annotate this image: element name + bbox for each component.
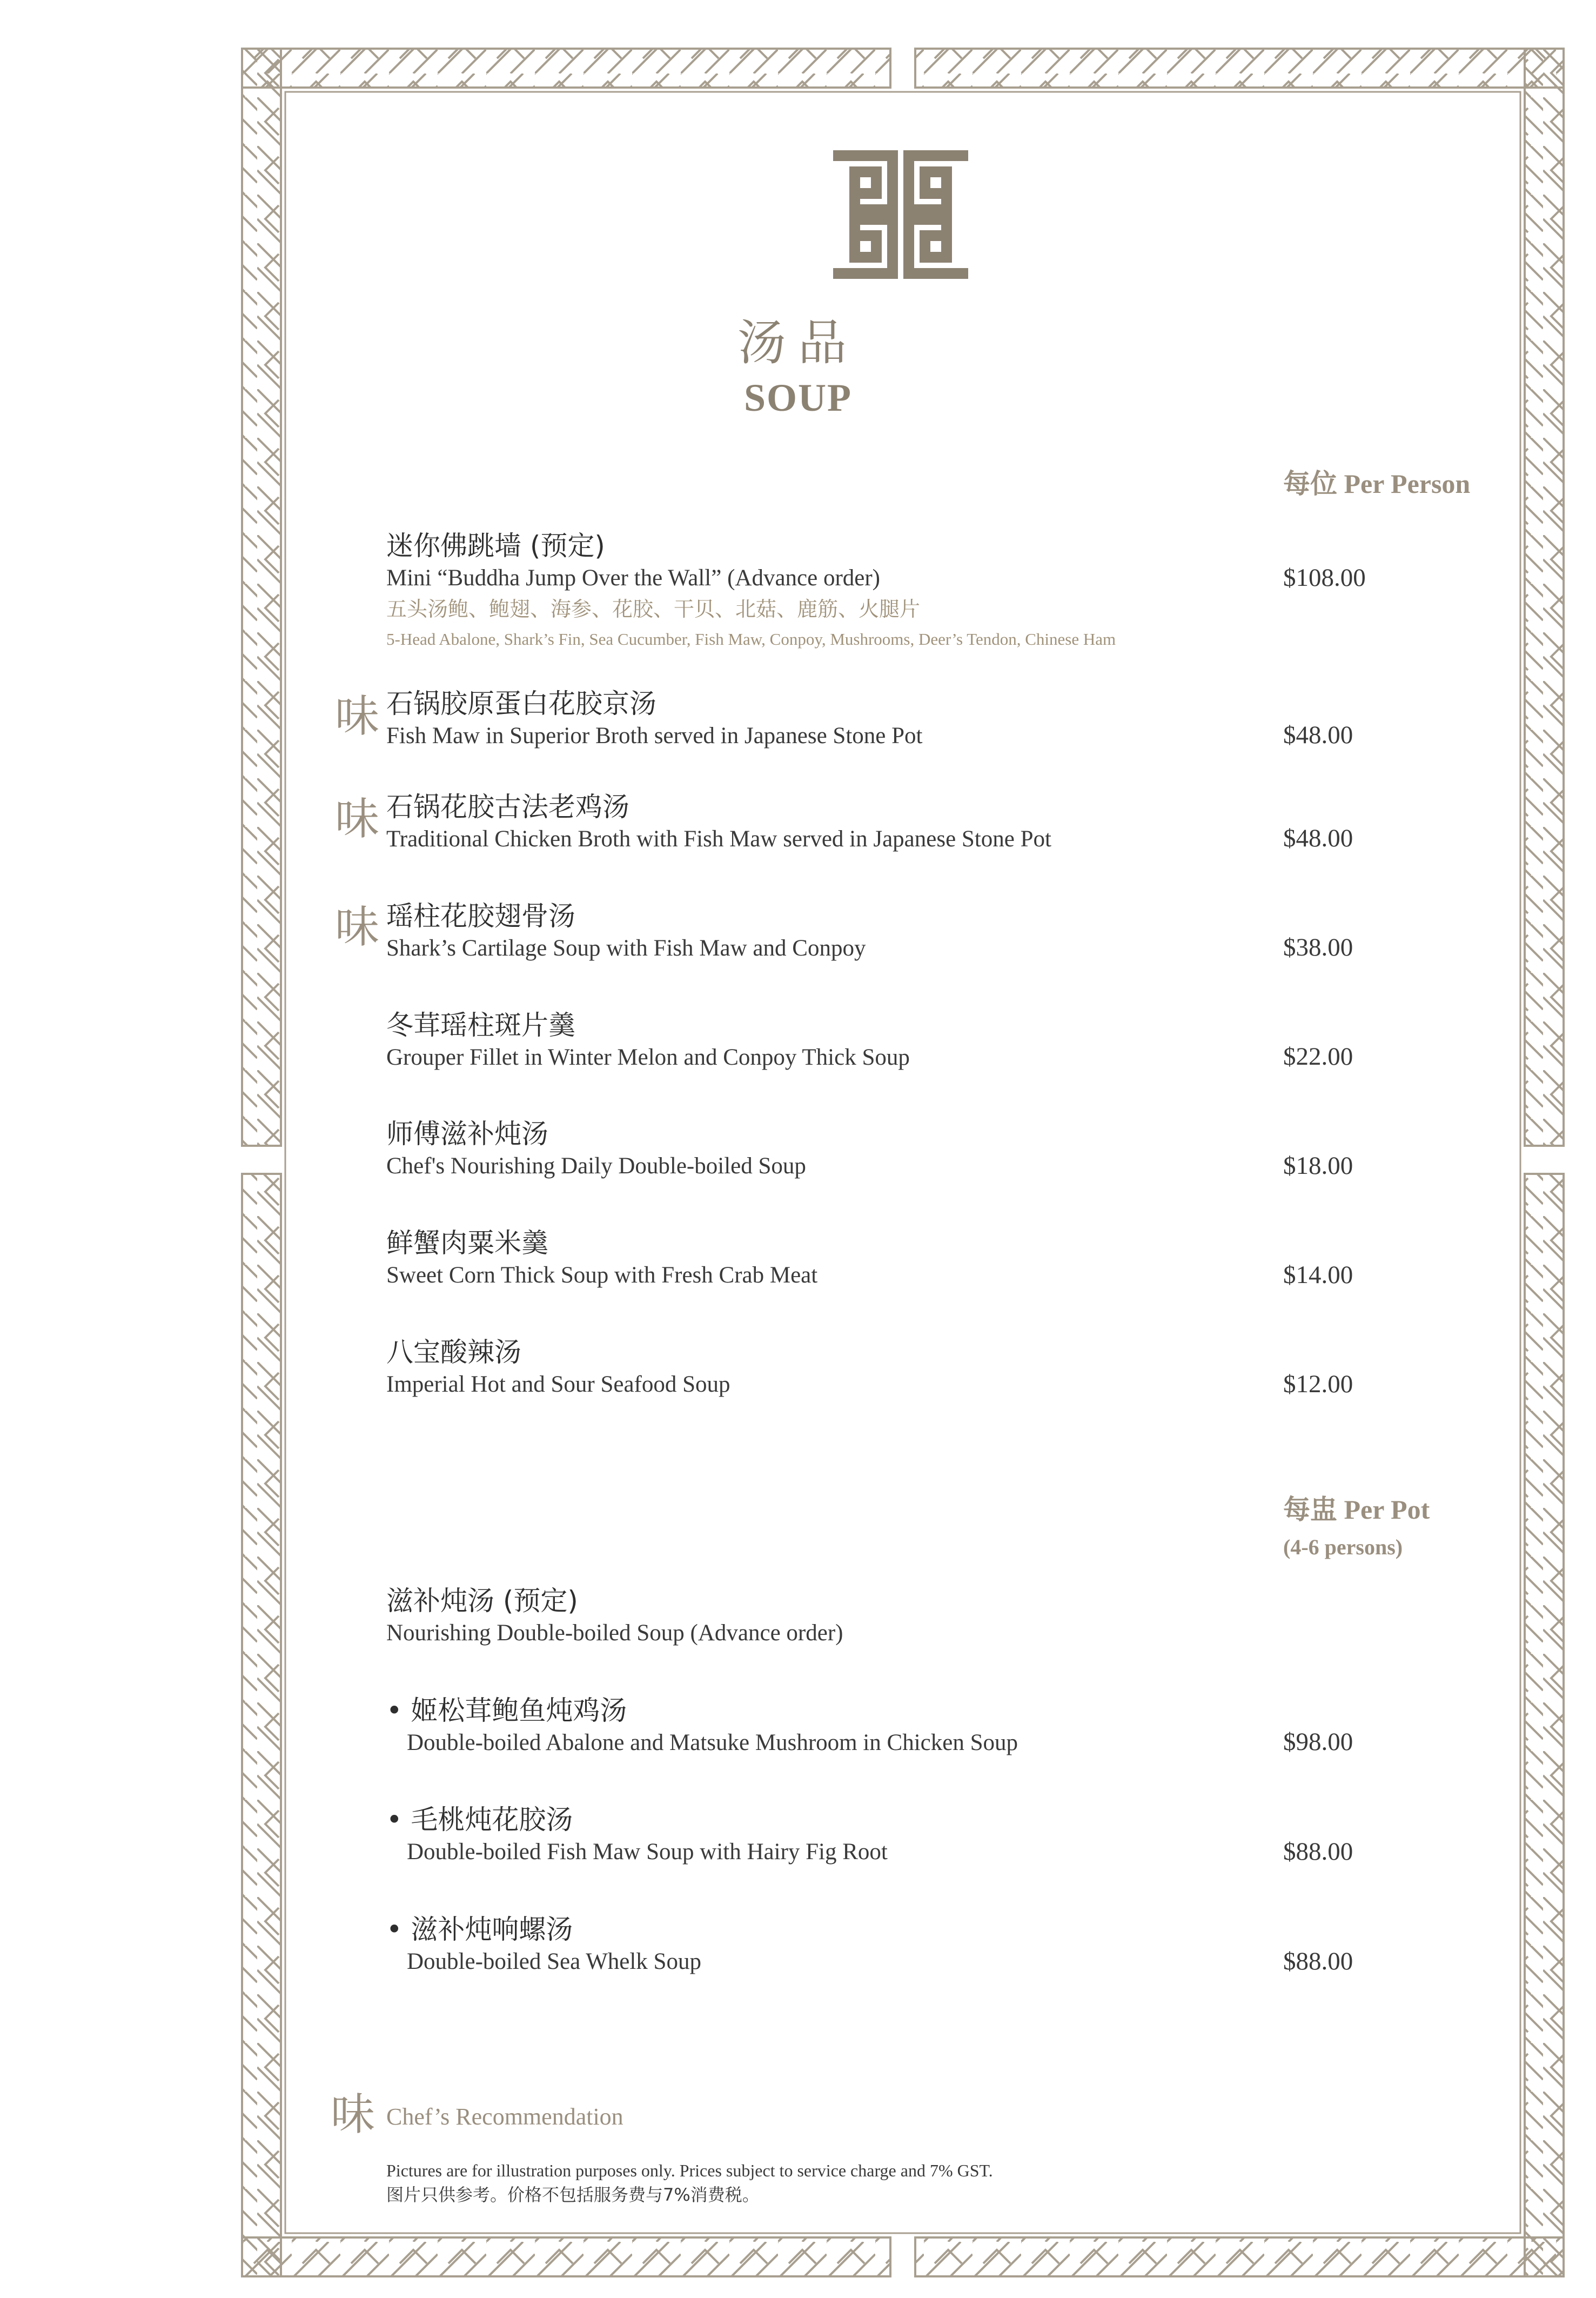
menu-item-name-en: Imperial Hot and Sour Seafood Soup	[386, 1372, 730, 1397]
menu-item-name-cn	[386, 1916, 573, 1943]
menu-item-price: $38.00	[1283, 933, 1353, 961]
menu-item-name-en: Mini “Buddha Jump Over the Wall” (Advance order)	[386, 565, 881, 591]
menu-item-ingredients-en: 5-Head Abalone, Shark’s Fin, Sea Cucumber, Fish Maw, Conpoy, Mushrooms, Deer’s Tendon, Chinese Ham	[386, 630, 1116, 649]
menu-item-name-en: Fish Maw in Superior Broth served in Japanese Stone Pot	[386, 723, 923, 749]
menu-item-name-cn: 迷你佛跳墙 (预定)	[386, 530, 605, 562]
chinese-fret-knot-icon	[833, 150, 968, 279]
menu-item-price: $48.00	[1283, 824, 1353, 852]
per-person-header-en: Per Person	[1344, 469, 1471, 499]
disclaimer-cn: 图片只供参考。价格不包括服务费与7%消费税。	[386, 2185, 760, 2205]
menu-item-name-cn-text: 毛桃炖花胶汤	[411, 1804, 573, 1835]
per-pot-header	[1283, 1496, 1430, 1523]
menu-item-name-cn: 冬茸瑶柱斑片羹	[386, 1010, 575, 1041]
menu-item-name-cn: 鲜蟹肉粟米羹	[386, 1227, 548, 1259]
menu-item-name-cn	[386, 1806, 573, 1833]
bullet: •	[386, 1804, 403, 1835]
chef-recommendation-icon: 味	[335, 901, 380, 953]
menu-item-name-en: Traditional Chicken Broth with Fish Maw served in Japanese Stone Pot	[386, 826, 1051, 852]
menu-item-name-en: Double-boiled Fish Maw Soup with Hairy Fig Root	[407, 1839, 888, 1865]
menu-item-price: $14.00	[1283, 1261, 1353, 1289]
menu-item-name-cn: 石锅胶原蛋白花胶京汤	[386, 688, 656, 719]
menu-group-name-en: Nourishing Double-boiled Soup (Advance order)	[386, 1620, 843, 1646]
menu-item-price: $98.00	[1283, 1728, 1353, 1756]
chef-recommendation-icon: 味	[331, 2089, 375, 2140]
menu-item-name-en: Shark’s Cartilage Soup with Fish Maw and Conpoy	[386, 936, 866, 961]
per-pot-header-cn: 每盅	[1283, 1494, 1337, 1525]
per-person-header-cn: 每位	[1283, 468, 1337, 499]
per-pot-header-en: Per Pot	[1344, 1494, 1430, 1525]
disclaimer-en: Pictures are for illustration purposes only. Prices subject to service charge and 7% GST.	[386, 2161, 993, 2180]
bullet: •	[386, 1914, 403, 1945]
menu-item-name-en: Grouper Fillet in Winter Melon and Conpoy Thick Soup	[386, 1045, 910, 1070]
menu-item-name-cn-text: 滋补炖响螺汤	[411, 1914, 573, 1945]
menu-item-name-cn-text: 姬松茸鲍鱼炖鸡汤	[411, 1695, 627, 1726]
menu-item-name-en: Double-boiled Abalone and Matsuke Mushroom in Chicken Soup	[407, 1730, 1018, 1755]
page-title-en: SOUP	[743, 376, 853, 419]
menu-item-name-cn: 瑶柱花胶翅骨汤	[386, 900, 575, 932]
menu-item-name-en: Chef's Nourishing Daily Double-boiled Soup	[386, 1153, 806, 1179]
menu-item-name-en: Sweet Corn Thick Soup with Fresh Crab Meat	[386, 1262, 818, 1288]
menu-item-price: $88.00	[1283, 1838, 1353, 1866]
chef-recommendation-icon: 味	[335, 793, 380, 845]
menu-item-price: $18.00	[1283, 1152, 1353, 1180]
menu-item-price: $108.00	[1283, 564, 1366, 592]
menu-item-name-cn: 石锅花胶古法老鸡汤	[386, 791, 629, 823]
per-person-header	[1283, 470, 1470, 497]
menu-item-name-cn	[386, 1697, 627, 1724]
chef-recommendation-legend: Chef’s Recommendation	[386, 2103, 623, 2130]
menu-item-price: $12.00	[1283, 1370, 1353, 1398]
per-pot-subheader: (4-6 persons)	[1283, 1535, 1403, 1559]
menu-item-name-cn: 师傅滋补炖汤	[386, 1118, 548, 1150]
menu-item-name-en: Double-boiled Sea Whelk Soup	[407, 1949, 701, 1974]
chef-recommendation-icon: 味	[335, 691, 380, 742]
menu-group-name-cn: 滋补炖汤 (预定)	[386, 1585, 578, 1616]
page-title-cn: 汤品	[737, 315, 859, 371]
menu-item-price: $88.00	[1283, 1947, 1353, 1975]
menu-item-price: $22.00	[1283, 1043, 1353, 1071]
bullet: •	[386, 1695, 403, 1726]
menu-item-name-cn: 八宝酸辣汤	[386, 1337, 521, 1368]
menu-item-price: $48.00	[1283, 721, 1353, 749]
menu-item-ingredients-cn: 五头汤鲍、鲍翅、海参、花胶、干贝、北菇、鹿筋、火腿片	[386, 597, 921, 621]
